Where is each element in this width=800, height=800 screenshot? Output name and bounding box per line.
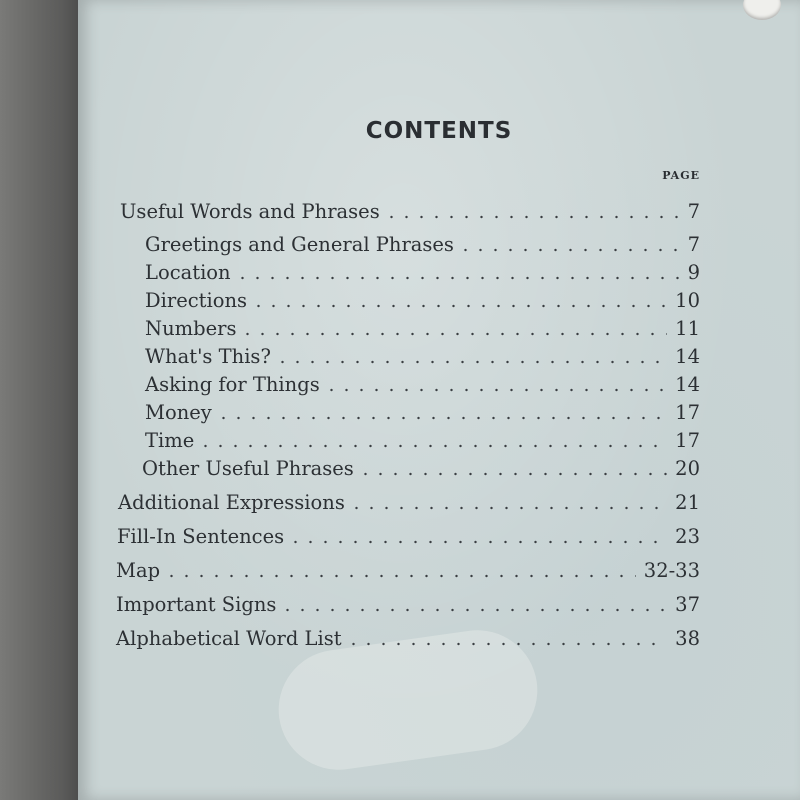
toc-entry-page: 9 (687, 261, 700, 284)
toc-entry-page: 11 (675, 317, 700, 340)
toc-entry-useful-words[interactable] (120, 199, 700, 225)
toc-entry-page: 10 (675, 289, 700, 312)
leader-dots (346, 642, 668, 646)
leader-dots (288, 540, 667, 544)
book-binding (0, 0, 78, 800)
toc-entry-label: Other Useful Phrases (142, 457, 354, 480)
toc-entry-map[interactable] (116, 558, 700, 584)
toc-entry-additional[interactable] (118, 490, 700, 516)
leader-dots (164, 574, 636, 578)
toc-entry-page: 17 (675, 429, 700, 452)
leader-dots (275, 360, 667, 364)
toc-entry-label: Numbers (145, 317, 237, 340)
toc-entry-label: Fill-In Sentences (117, 525, 285, 548)
page-column-heading: PAGE (662, 169, 700, 182)
page-title: CONTENTS (365, 118, 513, 144)
toc-entry-label: Greetings and General Phrases (145, 233, 454, 256)
leader-dots (280, 608, 667, 612)
toc-entry-whats-this[interactable] (145, 344, 700, 370)
toc-entry-greetings[interactable] (145, 232, 700, 258)
toc-entry-label: Directions (145, 289, 248, 312)
toc-entry-fill-in[interactable] (117, 524, 700, 550)
toc-entry-page: 17 (675, 401, 700, 424)
toc-entry-page: 7 (687, 233, 700, 256)
toc-entry-location[interactable] (145, 260, 700, 286)
leader-dots (240, 332, 667, 336)
toc-entry-time[interactable] (145, 428, 700, 454)
toc-entry-label: Map (116, 559, 161, 582)
toc-entry-page: 23 (675, 525, 700, 548)
leader-dots (235, 276, 680, 280)
toc-entry-money[interactable] (145, 400, 700, 426)
toc-entry-page: 20 (675, 457, 700, 480)
leader-dots (358, 472, 667, 476)
leader-dots (384, 215, 680, 219)
toc-entry-label: Alphabetical Word List (116, 627, 342, 650)
toc-entry-page: 21 (675, 491, 700, 514)
toc-entry-word-list[interactable] (116, 626, 700, 652)
toc-entry-asking[interactable] (145, 372, 700, 398)
toc-entry-page: 7 (687, 200, 700, 223)
toc-entry-label: Useful Words and Phrases (120, 200, 380, 223)
leader-dots (458, 248, 680, 252)
toc-entry-label: Additional Expressions (118, 491, 345, 514)
toc-entry-label: Important Signs (116, 593, 277, 616)
leader-dots (251, 304, 667, 308)
table-of-contents (78, 0, 800, 800)
toc-entry-page: 37 (675, 593, 700, 616)
leader-dots (198, 444, 667, 448)
toc-entry-label: Time (145, 429, 195, 452)
toc-entry-label: Money (145, 401, 212, 424)
toc-entry-label: Location (145, 261, 231, 284)
toc-entry-page: 32-33 (643, 559, 700, 582)
toc-entry-signs[interactable] (116, 592, 700, 618)
leader-dots (349, 506, 667, 510)
leader-dots (324, 388, 667, 392)
toc-entry-page: 14 (675, 373, 700, 396)
toc-entry-other-phrases[interactable] (142, 456, 700, 482)
toc-entry-page: 38 (675, 627, 700, 650)
toc-entry-page: 14 (675, 345, 700, 368)
leader-dots (216, 416, 667, 420)
contents-page (78, 0, 800, 800)
toc-entry-label: Asking for Things (145, 373, 320, 396)
toc-entry-directions[interactable] (145, 288, 700, 314)
toc-entry-numbers[interactable] (145, 316, 700, 342)
toc-entry-label: What's This? (145, 345, 271, 368)
